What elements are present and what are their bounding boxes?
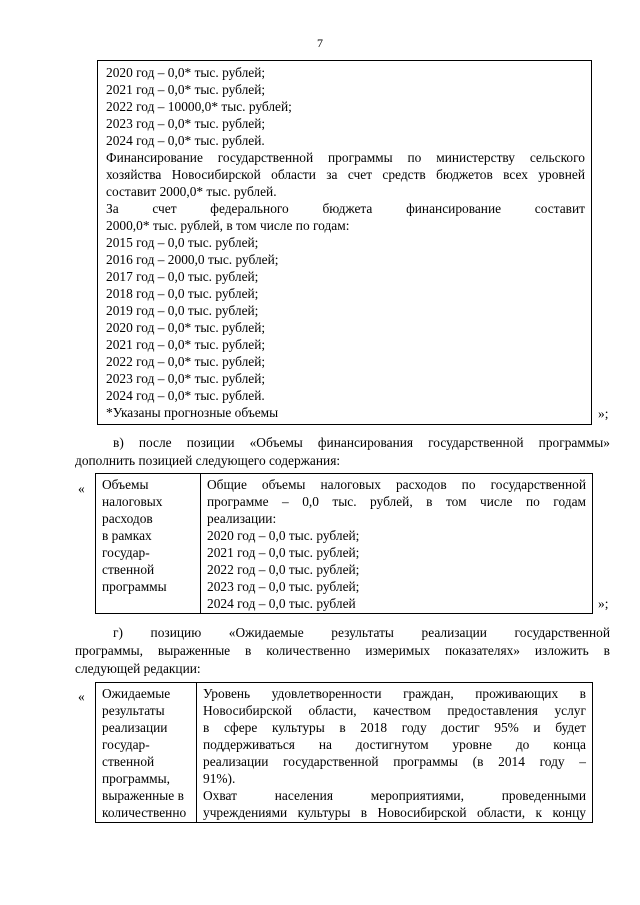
paragraph-line: следующей редакции: xyxy=(75,661,201,676)
year-line: 2024 год – 0,0* тыс. рублей. xyxy=(106,388,265,403)
year-line: 2023 год – 0,0* тыс. рублей; xyxy=(106,371,266,386)
year-line: 2020 год – 0,0* тыс. рублей; xyxy=(106,320,266,335)
financing-text-line: Финансирование государственной программы по министерству сельского xyxy=(106,150,585,165)
paragraph-line: в) после позиции «Объемы финансирования государственной программы» xyxy=(113,435,610,450)
paragraph-line: г) позицию «Ожидаемые результаты реализации государственной xyxy=(113,625,610,640)
page-number: 7 xyxy=(317,36,323,50)
year-line: 2016 год – 2000,0 тыс. рублей; xyxy=(106,252,279,267)
year-line: 2023 год – 0,0* тыс. рублей; xyxy=(106,116,266,131)
opening-quote: « xyxy=(78,481,85,496)
expected-results-table xyxy=(95,682,593,823)
year-line: 2022 год – 0,0* тыс. рублей; xyxy=(106,354,266,369)
financing-box xyxy=(97,60,592,425)
financing-text-line: составит 2000,0* тыс. рублей. xyxy=(106,184,277,199)
federal-budget-line: 2000,0* тыс. рублей, в том числе по годам: xyxy=(106,218,350,233)
paragraph-line: дополнить позицией следующего содержания: xyxy=(75,453,341,468)
paragraph-v xyxy=(75,434,610,470)
tax-expenditure-table xyxy=(95,473,593,614)
table-cell-label: Объемы налоговых расходов в рамках государ- ственной программы xyxy=(96,474,201,614)
closing-quote: »; xyxy=(598,406,609,421)
year-line: 2020 год – 0,0* тыс. рублей; xyxy=(106,65,266,80)
forecast-note: *Указаны прогнозные объемы xyxy=(106,405,279,420)
table-row xyxy=(96,474,593,614)
year-line: 2017 год – 0,0 тыс. рублей; xyxy=(106,269,259,284)
table-cell-value: Общие объемы налоговых расходов по государственной программе – 0,0 тыс. рублей, в том числе по годам реализации: 2020 год – 0,0 тыс. рублей; 2021 год – 0,0 тыс. рублей; 2022 год – 0,0 тыс. рублей; 2023 год – 0,0 тыс. рублей; 2024 год – 0,0 тыс. рублей xyxy=(201,474,593,614)
year-line: 2019 год – 0,0 тыс. рублей; xyxy=(106,303,259,318)
year-line: 2021 год – 0,0* тыс. рублей; xyxy=(106,82,266,97)
year-line: 2021 год – 0,0* тыс. рублей; xyxy=(106,337,266,352)
paragraph-line: программы, выраженные в количественно измеримых показателях» изложить в xyxy=(75,643,610,658)
year-line: 2024 год – 0,0* тыс. рублей. xyxy=(106,133,265,148)
federal-budget-line: За счет федерального бюджета финансирование составит xyxy=(106,201,585,216)
table-cell-label: Ожидаемые результаты реализации государ- ственной программы, выраженные в количественно xyxy=(96,683,197,823)
closing-quote: »; xyxy=(598,596,609,611)
paragraph-g xyxy=(75,624,610,678)
year-line: 2022 год – 10000,0* тыс. рублей; xyxy=(106,99,292,114)
table-cell-value: Уровень удовлетворенности граждан, проживающих в Новосибирской области, качеством предоставления услуг в сфере культуры в 2018 году достиг 95% и будет поддерживаться на достигнутом уровне до конца реализации государственной программы (в 2014 году – 91%). Охват населения мероприятиями, проведенными учреждениями культуры в Новосибирской области, к концу xyxy=(197,683,593,823)
year-line: 2018 год – 0,0 тыс. рублей; xyxy=(106,286,259,301)
opening-quote: « xyxy=(78,689,85,704)
year-line: 2015 год – 0,0 тыс. рублей; xyxy=(106,235,259,250)
table-row xyxy=(96,683,593,823)
financing-text-line: хозяйства Новосибирской области за счет средств бюджетов всех уровней xyxy=(106,167,585,182)
